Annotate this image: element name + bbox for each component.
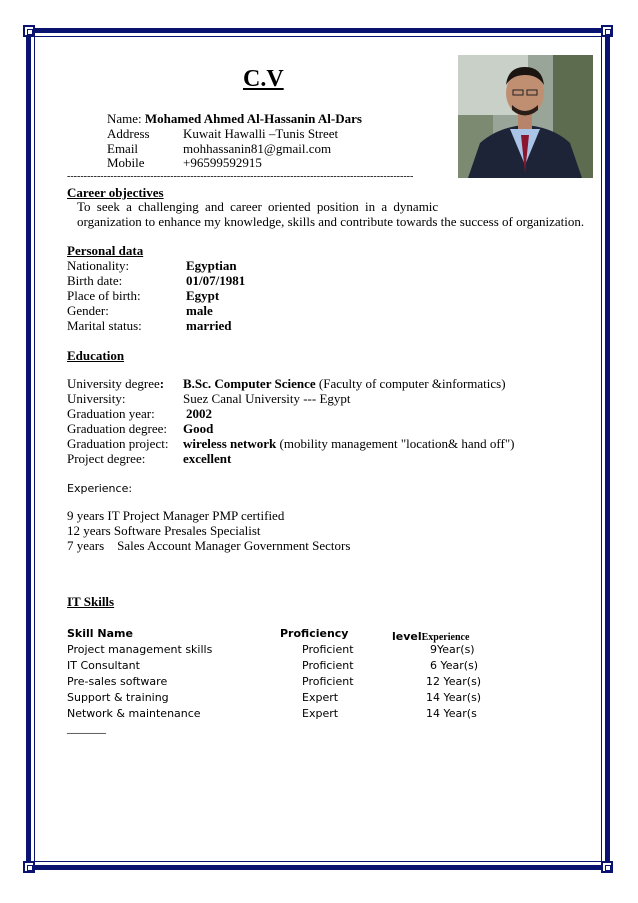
mobile-value: +96599592915 — [183, 155, 262, 170]
skill-name: Pre-sales software — [67, 675, 168, 688]
experience-heading: Experience: — [67, 482, 133, 495]
gender-label: Gender: — [67, 303, 109, 318]
address-value: Kuwait Hawalli –Tunis Street — [183, 126, 339, 141]
skill-experience: 14 Year(s — [426, 707, 477, 720]
skill-name: IT Consultant — [67, 659, 140, 672]
birth-place-value: Egypt — [186, 288, 220, 303]
nationality-value: Egyptian — [186, 258, 237, 273]
skill-experience: 6 Year(s) — [430, 659, 479, 672]
separator-line: -------------------------------------------------------------------------------------------------------- — [67, 171, 414, 182]
col-skill-name: Skill Name — [67, 627, 133, 640]
col-experience: Experience — [421, 632, 470, 643]
experience-item: 12 years Software Presales Specialist — [67, 523, 261, 538]
university-label: University: — [67, 391, 126, 406]
career-line-1: To seek a challenging and career oriented position in a dynamic — [77, 199, 439, 214]
border-corner-top-left — [23, 25, 35, 37]
email-label: Email — [107, 141, 139, 156]
skill-proficiency: Proficient — [302, 675, 354, 688]
grad-year-label: Graduation year: — [67, 406, 155, 421]
skill-experience: 14 Year(s) — [426, 691, 482, 704]
profile-photo — [458, 55, 593, 178]
address-label: Address — [107, 126, 150, 141]
birth-date-value: 01/07/1981 — [186, 273, 246, 288]
name-value: Mohamed Ahmed Al-Hassanin Al-Dars — [144, 111, 362, 126]
project-label: Graduation project: — [67, 436, 169, 451]
col-level: level — [392, 630, 422, 643]
birth-place-label: Place of birth: — [67, 288, 141, 303]
degree-note: (Faculty of computer &informatics) — [315, 376, 506, 391]
career-heading: Career objectives — [67, 185, 164, 200]
marital-label: Marital status: — [67, 318, 142, 333]
experience-item: 7 years Sales Account Manager Government Sectors — [67, 538, 351, 553]
education-heading: Education — [67, 348, 125, 363]
project-degree-label: Project degree: — [67, 451, 146, 466]
nationality-label: Nationality: — [67, 258, 130, 273]
border-corner-bottom-left — [23, 861, 35, 873]
border-corner-bottom-right — [601, 861, 613, 873]
experience-item: 9 years IT Project Manager PMP certified — [67, 508, 285, 523]
name-label: Name: — [107, 111, 142, 126]
degree-label-text: University degree — [67, 376, 160, 391]
name-row — [107, 111, 362, 127]
skill-name: Support & training — [67, 691, 169, 704]
degree-value-row — [183, 376, 506, 392]
marital-value: married — [186, 318, 232, 333]
skill-proficiency: Proficient — [302, 643, 354, 656]
border-corner-top-right — [601, 25, 613, 37]
degree-label-colon: : — [159, 376, 165, 391]
gender-value: male — [186, 303, 213, 318]
skill-name: Network & maintenance — [67, 707, 201, 720]
project-value-row — [183, 436, 514, 452]
it-skills-heading: IT Skills — [67, 594, 115, 609]
career-line-2: organization to enhance my knowledge, skills and contribute towards the success of organization. — [77, 214, 585, 229]
birth-date-label: Birth date: — [67, 273, 123, 288]
col-proficiency: Proficiency — [280, 627, 349, 640]
personal-heading: Personal data — [67, 243, 144, 258]
project-degree-value: excellent — [183, 451, 232, 466]
skill-proficiency: Expert — [302, 691, 339, 704]
grad-degree-label: Graduation degree: — [67, 421, 167, 436]
skill-experience: 9Year(s) — [430, 643, 475, 656]
grad-degree-value: Good — [183, 421, 214, 436]
skill-proficiency: Expert — [302, 707, 339, 720]
mobile-label: Mobile — [107, 155, 145, 170]
end-line: ______ — [67, 720, 106, 735]
grad-year-value: 2002 — [186, 406, 212, 421]
project-value: wireless network — [183, 436, 277, 451]
skill-name: Project management skills — [67, 643, 213, 656]
skill-proficiency: Proficient — [302, 659, 354, 672]
degree-label — [67, 376, 164, 392]
skill-experience: 12 Year(s) — [426, 675, 482, 688]
degree-value: B.Sc. Computer Science — [183, 376, 316, 391]
project-note: (mobility management "location& hand off") — [276, 436, 515, 451]
email-value: mohhassanin81@gmail.com — [183, 141, 332, 156]
page-title: C.V — [243, 66, 284, 92]
profile-photo-image — [458, 55, 593, 178]
university-value: Suez Canal University --- Egypt — [183, 391, 351, 406]
